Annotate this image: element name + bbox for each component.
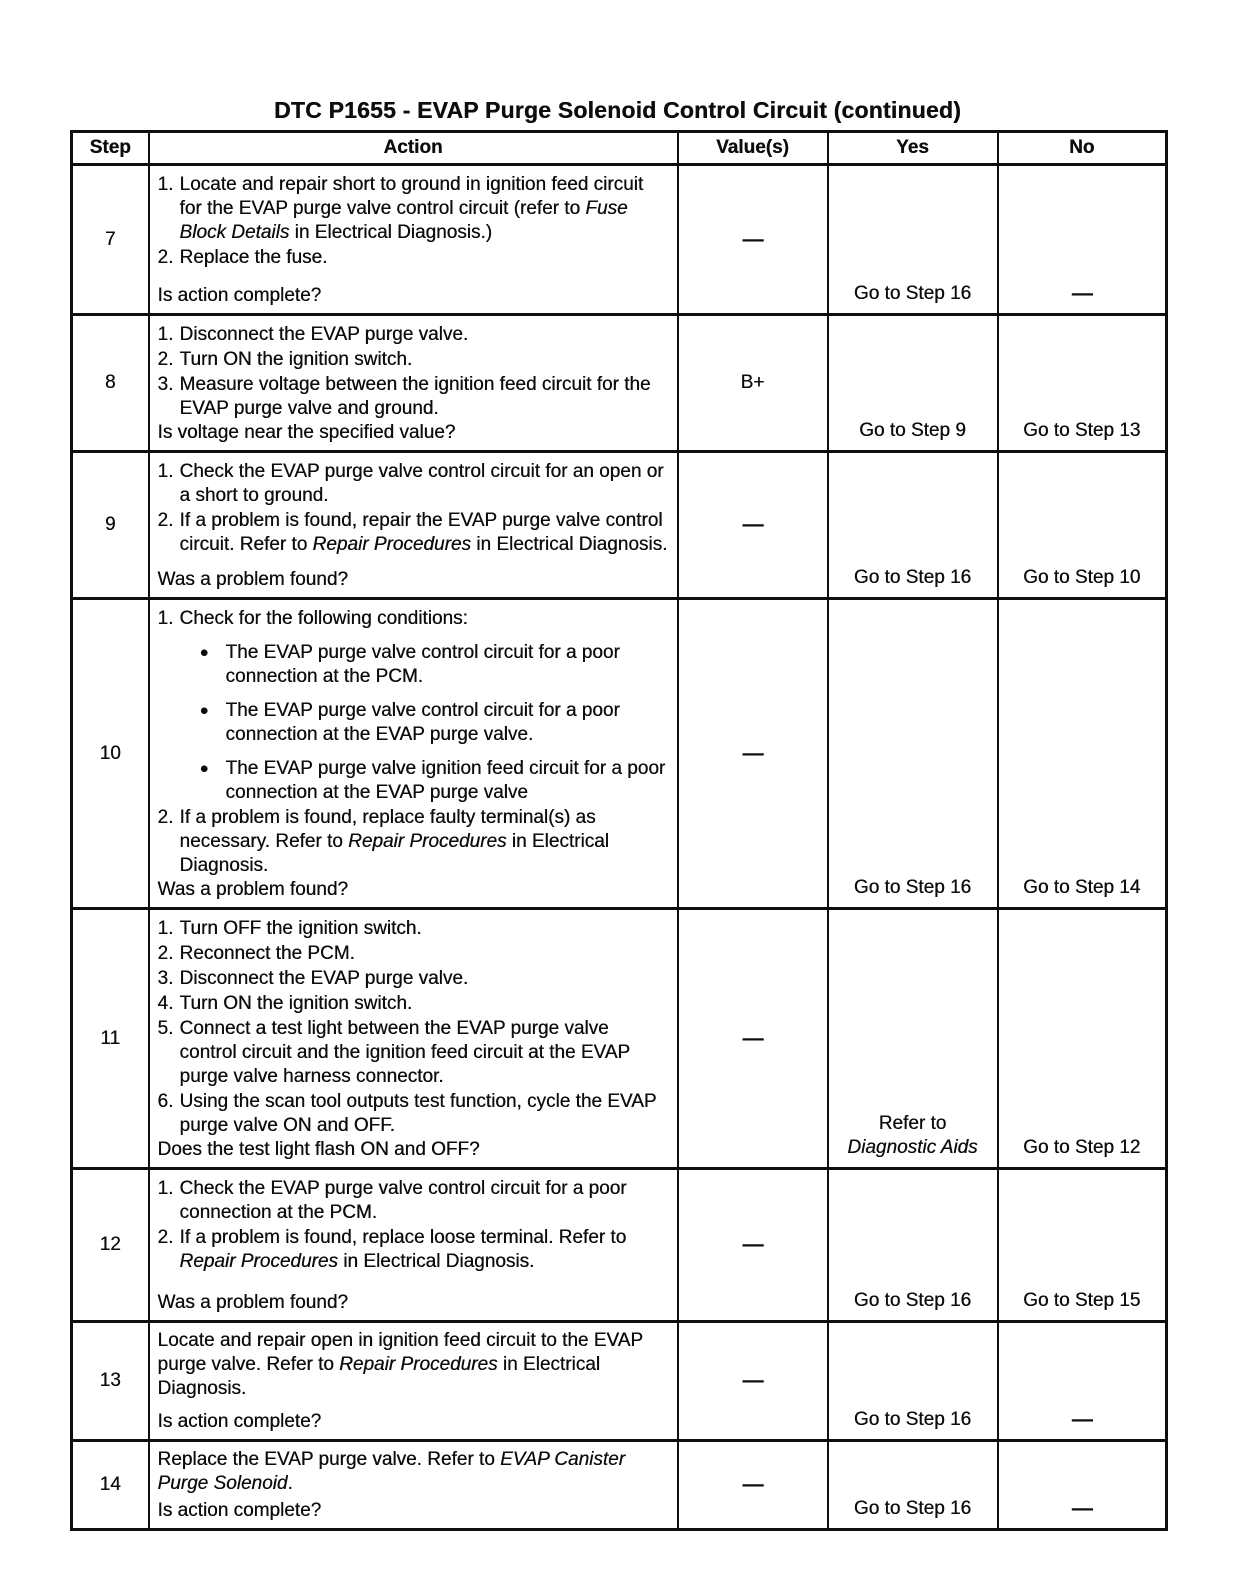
action-paragraph: Replace the EVAP purge valve. Refer to EVAP Canister Purge Solenoid. <box>157 1449 626 1494</box>
page-title: DTC P1655 - EVAP Purge Solenoid Control Circuit (continued) <box>274 97 961 123</box>
action-item-text: Measure voltage between the ignition feed circuit for the EVAP purge valve and ground. <box>179 374 651 419</box>
action-item <box>156 460 669 508</box>
table-row <box>72 1322 1167 1441</box>
action-cell <box>149 315 678 452</box>
action-item-number: 2. <box>157 943 174 964</box>
action-item-text: Turn OFF the ignition switch. <box>179 918 422 939</box>
yes-cell: Go to Step 16 <box>828 165 998 315</box>
action-item-number: 2. <box>157 807 174 828</box>
action-question: Does the test light flash ON and OFF? <box>157 1139 480 1160</box>
action-item-number: 1. <box>157 608 174 629</box>
action-item-text: Disconnect the EVAP purge valve. <box>179 324 469 345</box>
action-bullet-text: The EVAP purge valve control circuit for a poor connection at the EVAP purge valve. <box>225 700 620 745</box>
action-item-text: Locate and repair short to ground in ignition feed circuit for the EVAP purge valve control circuit (refer to Fuse Block Details in Electrical Diagnosis.) <box>179 174 644 243</box>
table-row <box>72 315 1167 452</box>
table-row <box>72 909 1167 1169</box>
value-cell: — <box>678 452 828 599</box>
action-item-text: Using the scan tool outputs test function, cycle the EVAP purge valve ON and OFF. <box>179 1091 657 1136</box>
action-paragraph: Locate and repair open in ignition feed circuit to the EVAP purge valve. Refer to Repair Procedures in Electrical Diagnosis. <box>157 1330 643 1399</box>
table-row <box>72 1169 1167 1322</box>
value-cell: — <box>678 1169 828 1322</box>
value-cell: — <box>678 1322 828 1441</box>
dtc-diagnostic-table <box>70 130 1168 1531</box>
action-item-number: 4. <box>157 993 174 1014</box>
bullet-icon: ● <box>199 644 209 661</box>
action-item-number: 2. <box>157 247 174 268</box>
action-bullet <box>200 699 669 747</box>
action-item <box>156 509 669 557</box>
bullet-icon: ● <box>199 702 209 719</box>
action-question: Is action complete? <box>157 1500 322 1521</box>
no-cell: Go to Step 13 <box>998 315 1167 452</box>
action-item-text: Turn ON the ignition switch. <box>179 349 413 370</box>
action-item <box>156 348 669 372</box>
action-item-number: 2. <box>157 349 174 370</box>
no-cell: Go to Step 10 <box>998 452 1167 599</box>
action-item-number: 2. <box>157 1227 174 1248</box>
action-question: Was a problem found? <box>157 569 348 590</box>
action-item <box>156 1226 669 1274</box>
action-bullet <box>200 757 669 805</box>
no-cell: Go to Step 12 <box>998 909 1167 1169</box>
action-content <box>150 316 677 450</box>
action-question: Is voltage near the specified value? <box>157 422 456 443</box>
action-item-number: 6. <box>157 1091 174 1112</box>
action-item-text: If a problem is found, replace loose terminal. Refer to Repair Procedures in Electrical Diagnosis. <box>179 1227 627 1272</box>
yes-cell: Go to Step 16 <box>828 452 998 599</box>
action-bullet-text: The EVAP purge valve ignition feed circuit for a poor connection at the EVAP purge valve <box>225 758 666 803</box>
action-content <box>150 1170 677 1320</box>
action-question: Was a problem found? <box>157 879 348 900</box>
action-item-text: Replace the fuse. <box>179 247 328 268</box>
action-item-text: Check the EVAP purge valve control circuit for a poor connection at the PCM. <box>179 1178 627 1223</box>
yes-cell: Go to Step 16 <box>828 599 998 909</box>
no-cell: Go to Step 14 <box>998 599 1167 909</box>
col-header-action: Action <box>149 132 678 165</box>
table-row <box>72 452 1167 599</box>
yes-cell: Go to Step 9 <box>828 315 998 452</box>
action-content <box>150 600 677 907</box>
step-cell: 13 <box>72 1322 149 1441</box>
action-item <box>156 246 669 270</box>
action-item-text: Reconnect the PCM. <box>179 943 355 964</box>
action-item-number: 1. <box>157 461 174 482</box>
action-bullet <box>200 641 669 689</box>
action-item-text: If a problem is found, repair the EVAP purge valve control circuit. Refer to Repair Procedures in Electrical Diagnosis. <box>179 510 668 555</box>
action-item <box>156 992 669 1016</box>
action-item-number: 5. <box>157 1018 174 1039</box>
action-item-number: 1. <box>157 1178 174 1199</box>
header-row <box>72 132 1167 165</box>
action-item <box>156 173 669 245</box>
value-cell: — <box>678 599 828 909</box>
value-cell: — <box>678 1441 828 1530</box>
yes-cell: Go to Step 16 <box>828 1169 998 1322</box>
action-question: Was a problem found? <box>157 1292 348 1313</box>
action-item-number: 3. <box>157 968 174 989</box>
value-cell: B+ <box>678 315 828 452</box>
action-cell <box>149 909 678 1169</box>
value-cell: — <box>678 165 828 315</box>
action-cell <box>149 1441 678 1530</box>
action-content <box>150 166 677 313</box>
value-cell: — <box>678 909 828 1169</box>
action-item <box>156 806 669 878</box>
table-row <box>72 165 1167 315</box>
action-item <box>156 1177 669 1225</box>
action-content <box>150 910 677 1167</box>
no-cell: — <box>998 1441 1167 1530</box>
step-cell: 11 <box>72 909 149 1169</box>
yes-cell: Refer to Diagnostic Aids <box>828 909 998 1169</box>
action-question: Is action complete? <box>157 285 322 306</box>
action-item <box>156 323 669 347</box>
no-cell: Go to Step 15 <box>998 1169 1167 1322</box>
step-cell: 8 <box>72 315 149 452</box>
table-body <box>72 165 1167 1530</box>
action-item <box>156 942 669 966</box>
col-header-step: Step <box>72 132 149 165</box>
action-cell <box>149 452 678 599</box>
table-header <box>72 132 1167 165</box>
action-bullet-text: The EVAP purge valve control circuit for a poor connection at the PCM. <box>225 642 620 687</box>
action-item-text: Disconnect the EVAP purge valve. <box>179 968 469 989</box>
action-content <box>150 453 677 597</box>
action-cell <box>149 1169 678 1322</box>
action-cell <box>149 599 678 909</box>
step-cell: 9 <box>72 452 149 599</box>
action-item-number: 1. <box>157 174 174 195</box>
action-content <box>150 1323 677 1439</box>
col-header-no: No <box>998 132 1167 165</box>
action-item-number: 1. <box>157 918 174 939</box>
yes-cell: Go to Step 16 <box>828 1441 998 1530</box>
action-cell <box>149 165 678 315</box>
action-item-number: 2. <box>157 510 174 531</box>
step-cell: 7 <box>72 165 149 315</box>
action-content <box>150 1442 677 1528</box>
action-item-number: 3. <box>157 374 174 395</box>
action-item-text: Turn ON the ignition switch. <box>179 993 413 1014</box>
action-item <box>156 967 669 991</box>
action-item <box>156 1090 669 1138</box>
step-cell: 14 <box>72 1441 149 1530</box>
action-item-text: If a problem is found, replace faulty terminal(s) as necessary. Refer to Repair Procedures in Electrical Diagnosis. <box>179 807 609 876</box>
no-cell: — <box>998 165 1167 315</box>
action-item-text: Connect a test light between the EVAP purge valve control circuit and the ignition feed circuit at the EVAP purge valve harness connector. <box>179 1018 630 1087</box>
no-cell: — <box>998 1322 1167 1441</box>
yes-cell: Go to Step 16 <box>828 1322 998 1441</box>
action-item-number: 1. <box>157 324 174 345</box>
step-cell: 10 <box>72 599 149 909</box>
action-question: Is action complete? <box>157 1411 322 1432</box>
action-item <box>156 607 669 631</box>
action-item-text: Check the EVAP purge valve control circuit for an open or a short to ground. <box>179 461 664 506</box>
action-item <box>156 1017 669 1089</box>
action-item <box>156 373 669 421</box>
bullet-icon: ● <box>199 760 209 777</box>
table-row <box>72 1441 1167 1530</box>
col-header-values: Value(s) <box>678 132 828 165</box>
step-cell: 12 <box>72 1169 149 1322</box>
action-item <box>156 917 669 941</box>
action-item-text: Check for the following conditions: <box>179 608 468 629</box>
col-header-yes: Yes <box>828 132 998 165</box>
action-cell <box>149 1322 678 1441</box>
table-row <box>72 599 1167 909</box>
